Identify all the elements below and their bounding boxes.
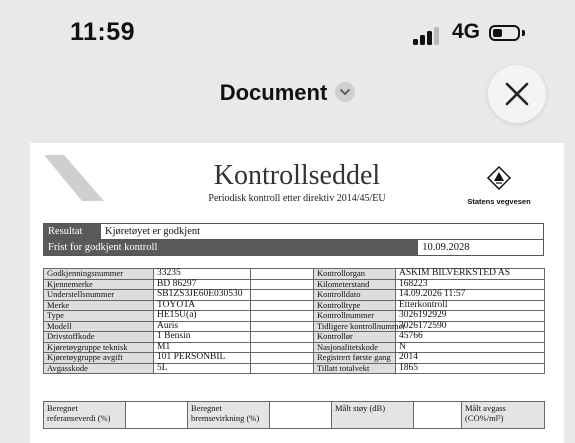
info-row <box>44 332 545 343</box>
row-label: Kontrollorgan <box>314 269 396 280</box>
row-spacer <box>251 363 314 374</box>
row-label: Kjøretøygruppe teknisk <box>44 342 154 353</box>
row-value: Etterkontroll <box>396 300 545 311</box>
row-label: Registrert første gang <box>314 353 396 364</box>
info-row <box>44 311 545 322</box>
document-title: Kontrollseddel <box>213 160 381 191</box>
row-spacer <box>251 269 314 280</box>
row-label: Avgasskode <box>44 363 154 374</box>
row-label: Nasjonalitetskode <box>314 342 396 353</box>
row-value: M1 <box>154 342 251 353</box>
measurement-label: Beregnet bremsevirkning (%) <box>188 402 270 429</box>
result-label: Resultat <box>44 224 101 240</box>
row-spacer <box>251 353 314 364</box>
measurement-value <box>270 402 332 429</box>
row-value: 14.09.2026 11:57 <box>396 290 545 301</box>
vehicle-info-table <box>43 268 545 374</box>
row-label: Godkjenningsnummer <box>44 269 154 280</box>
row-spacer <box>251 342 314 353</box>
row-label: Drivstoffkode <box>44 332 154 343</box>
row-spacer <box>251 321 314 332</box>
status-time: 11:59 <box>70 18 136 46</box>
signal-icon <box>413 25 443 45</box>
row-spacer <box>251 311 314 322</box>
row-value: 5L <box>154 363 251 374</box>
row-label: Kontrollnummer <box>314 311 396 322</box>
measurement-label: Målt støy (dB) <box>332 402 414 429</box>
info-row <box>44 300 545 311</box>
road-logo-icon <box>487 166 511 190</box>
deadline-label: Frist for godkjent kontroll <box>44 240 418 256</box>
status-bar <box>0 0 575 60</box>
battery-icon <box>489 25 520 41</box>
agency-logo <box>464 166 534 206</box>
row-label: Understellsnummer <box>44 290 154 301</box>
row-spacer <box>251 300 314 311</box>
row-value: 33235 <box>154 269 251 280</box>
row-value: SB1ZS3JE60E030530 <box>154 290 251 301</box>
close-icon <box>505 82 529 106</box>
document-subtitle: Periodisk kontroll etter direktiv 2014/45/EU <box>208 193 386 204</box>
info-row <box>44 279 545 290</box>
measurement-value <box>126 402 188 429</box>
info-row <box>44 353 545 364</box>
row-value: ASKIM BILVERKSTED AS <box>396 269 545 280</box>
agency-name: Statens vegvesen <box>467 197 531 206</box>
row-value: 3026172590 <box>396 321 545 332</box>
row-label: Type <box>44 311 154 322</box>
row-label: Tillatt totalvekt <box>314 363 396 374</box>
row-spacer <box>251 332 314 343</box>
network-type: 4G <box>452 20 481 43</box>
row-label: Kontrolldato <box>314 290 396 301</box>
measurement-label: Målt avgass (CO%/ml²) <box>462 402 545 429</box>
result-table <box>43 223 544 256</box>
deadline-value: 10.09.2028 <box>418 240 544 256</box>
info-row <box>44 269 545 280</box>
row-label: Kjøretøygruppe avgift <box>44 353 154 364</box>
row-spacer <box>251 279 314 290</box>
row-value: Auris <box>154 321 251 332</box>
row-label: Kjennemerke <box>44 279 154 290</box>
row-value: BD 86297 <box>154 279 251 290</box>
row-label: Merke <box>44 300 154 311</box>
row-label: Kontrollør <box>314 332 396 343</box>
row-spacer <box>251 290 314 301</box>
row-value: 1 Bensin <box>154 332 251 343</box>
row-label: Kilometerstand <box>314 279 396 290</box>
page-title[interactable]: Document <box>219 80 328 105</box>
row-value: 101 PERSONBIL <box>154 353 251 364</box>
document-page[interactable] <box>30 143 564 443</box>
measurement-label: Beregnet referanseverdi (%) <box>44 402 126 429</box>
close-button[interactable] <box>488 65 546 123</box>
row-value: 1865 <box>396 363 545 374</box>
row-value: HE15U(a) <box>154 311 251 322</box>
info-row <box>44 342 545 353</box>
row-value: 3026192929 <box>396 311 545 322</box>
row-value: TOYOTA <box>154 300 251 311</box>
info-row <box>44 321 545 332</box>
result-value: Kjøretøyet er godkjent <box>101 224 544 240</box>
row-label: Kontrolltype <box>314 300 396 311</box>
row-value: 2014 <box>396 353 545 364</box>
battery-cap <box>522 30 525 36</box>
info-row <box>44 290 545 301</box>
row-value: 168223 <box>396 279 545 290</box>
chevron-down-icon[interactable] <box>335 82 355 102</box>
row-label: Tidligere kontrollnummer <box>314 321 396 332</box>
info-row <box>44 363 545 374</box>
row-value: N <box>396 342 545 353</box>
measurement-value <box>414 402 462 429</box>
row-label: Modell <box>44 321 154 332</box>
measurement-table <box>43 401 545 429</box>
row-value: 45766 <box>396 332 545 343</box>
